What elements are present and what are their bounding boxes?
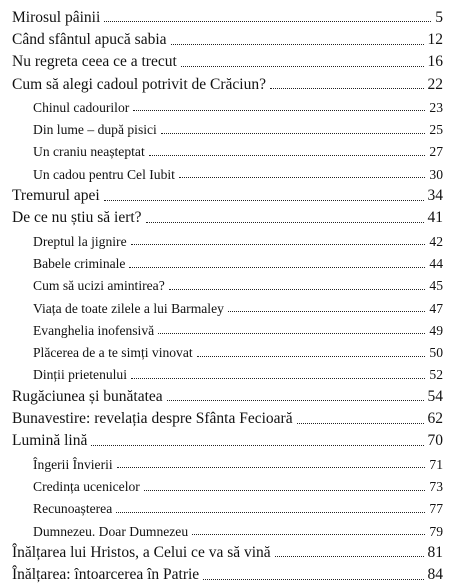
toc-entry-page: 22 xyxy=(427,75,443,93)
toc-entry-title: Dreptul la jignire xyxy=(33,233,127,249)
dot-leader xyxy=(149,155,426,156)
dot-leader xyxy=(146,222,424,223)
toc-entry-page: 16 xyxy=(427,53,443,71)
toc-subentry xyxy=(12,137,443,159)
toc-entry-title: Înălțarea: întoarcerea în Patrie xyxy=(12,566,200,583)
toc-subentry xyxy=(12,293,443,315)
dot-leader xyxy=(181,66,424,67)
toc-entry-title: Înălțarea lui Hristos, a Celui ce va să vină xyxy=(12,543,271,561)
toc-entry-page: 30 xyxy=(429,166,443,182)
toc-entry-title: Viața de toate zilele a lui Barmaley xyxy=(33,300,224,316)
toc-entry-page: 54 xyxy=(427,387,443,405)
toc-entry-page: 42 xyxy=(429,233,443,249)
toc-entry-page: 47 xyxy=(429,300,443,316)
dot-leader xyxy=(171,44,424,45)
toc-entry-title: Credința ucenicelor xyxy=(33,478,140,494)
toc-subentry xyxy=(12,337,443,359)
dot-leader xyxy=(270,88,424,89)
toc-entry-page: 62 xyxy=(427,410,443,428)
toc-entry-page: 23 xyxy=(429,99,443,115)
toc-subentry xyxy=(12,516,443,538)
toc-entry-title: Tremurul apei xyxy=(12,187,100,205)
toc-entry xyxy=(12,404,443,426)
dot-leader xyxy=(179,177,425,178)
toc-subentry xyxy=(12,315,443,337)
toc-subentry xyxy=(12,226,443,248)
dot-leader xyxy=(104,21,431,22)
dot-leader xyxy=(129,267,425,268)
toc-subentry xyxy=(12,248,443,270)
toc-entry-title: Un craniu neașteptat xyxy=(33,144,145,160)
toc-entry-page: 45 xyxy=(429,278,443,294)
toc-entry-title: Evanghelia inofensivă xyxy=(33,322,155,338)
dot-leader xyxy=(228,311,425,312)
toc-entry-title: Babele criminale xyxy=(33,255,126,271)
dot-leader xyxy=(158,333,425,334)
toc-entry xyxy=(12,181,443,203)
toc-entry-title: Un cadou pentru Cel Iubit xyxy=(33,166,175,182)
toc-entry-page: 84 xyxy=(427,566,443,583)
dot-leader xyxy=(297,423,424,424)
toc-entry-page: 50 xyxy=(429,345,443,361)
table-of-contents xyxy=(12,0,443,583)
toc-entry-title: Dumnezeu. Doar Dumnezeu xyxy=(33,523,189,539)
toc-entry-page: 44 xyxy=(429,255,443,271)
toc-entry-page: 34 xyxy=(427,187,443,205)
toc-entry-page: 79 xyxy=(429,523,443,539)
dot-leader xyxy=(133,110,425,111)
toc-entry-page: 12 xyxy=(427,31,443,49)
toc-entry-title: Mirosul pâinii xyxy=(12,8,101,26)
dot-leader xyxy=(203,579,423,580)
toc-subentry xyxy=(12,471,443,493)
toc-subentry xyxy=(12,92,443,114)
toc-entry-page: 52 xyxy=(429,367,443,383)
toc-entry-page: 71 xyxy=(429,456,443,472)
toc-subentry xyxy=(12,159,443,181)
dot-leader xyxy=(104,200,424,201)
toc-entry xyxy=(12,204,443,226)
toc-entry-title: De ce nu știu să iert? xyxy=(12,209,142,227)
dot-leader xyxy=(131,244,426,245)
toc-entry-title: Nu regreta ceea ce a trecut xyxy=(12,53,177,71)
toc-entry-title: Rugăciunea și bunătatea xyxy=(12,387,163,405)
toc-entry-page: 27 xyxy=(429,144,443,160)
toc-entry-title: Lumină lină xyxy=(12,432,88,450)
toc-entry-page: 41 xyxy=(427,209,443,227)
toc-entry-title: Cum să alegi cadoul potrivit de Crăciun? xyxy=(12,75,266,93)
toc-entry-title: Chinul cadourilor xyxy=(33,99,130,115)
toc-entry-page: 73 xyxy=(429,478,443,494)
toc-entry-title: Plăcerea de a te simți vinovat xyxy=(33,345,193,361)
toc-entry-title: Din lume – după pisici xyxy=(33,122,157,138)
dot-leader xyxy=(131,378,425,379)
toc-entry-page: 5 xyxy=(435,8,443,26)
toc-entry-page: 70 xyxy=(427,432,443,450)
toc-entry xyxy=(12,48,443,70)
toc-entry xyxy=(12,3,443,25)
toc-subentry xyxy=(12,494,443,516)
dot-leader xyxy=(169,289,426,290)
toc-subentry xyxy=(12,114,443,136)
toc-entry xyxy=(12,560,443,582)
toc-entry xyxy=(12,427,443,449)
toc-subentry xyxy=(12,360,443,382)
toc-entry-title: Dinții prietenului xyxy=(33,367,128,383)
toc-entry-title: Bunavestire: revelația despre Sfânta Fecioară xyxy=(12,410,293,428)
toc-entry-title: Când sfântul apucă sabia xyxy=(12,31,167,49)
dot-leader xyxy=(197,356,426,357)
toc-entry xyxy=(12,382,443,404)
toc-entry-title: Cum să ucizi amintirea? xyxy=(33,278,165,294)
toc-entry-page: 77 xyxy=(429,501,443,517)
toc-entry-page: 81 xyxy=(427,543,443,561)
dot-leader xyxy=(161,133,426,134)
toc-entry xyxy=(12,25,443,47)
toc-entry xyxy=(12,70,443,92)
toc-entry-page: 49 xyxy=(429,322,443,338)
toc-subentry xyxy=(12,271,443,293)
toc-entry-page: 25 xyxy=(429,122,443,138)
toc-subentry xyxy=(12,449,443,471)
toc-entry-title: Îngerii Învierii xyxy=(33,456,113,472)
dot-leader xyxy=(144,490,426,491)
dot-leader xyxy=(116,512,425,513)
toc-entry-title: Recunoașterea xyxy=(33,501,113,517)
toc-entry xyxy=(12,538,443,560)
dot-leader xyxy=(192,534,425,535)
dot-leader xyxy=(91,445,423,446)
dot-leader xyxy=(275,556,424,557)
dot-leader xyxy=(167,400,424,401)
dot-leader xyxy=(117,467,426,468)
